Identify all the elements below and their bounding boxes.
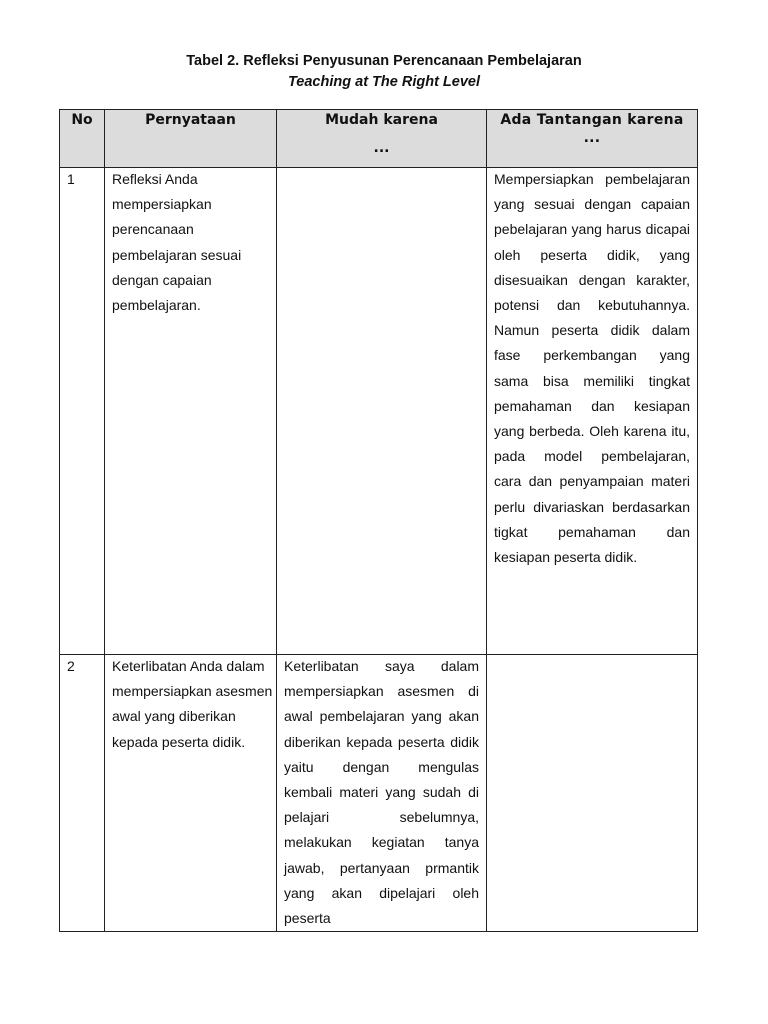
cell-no: 1 — [60, 168, 105, 655]
cell-pernyataan: Keterlibatan Anda dalam mempersiapkan asesmen awal yang diberikan kepada peserta didik. — [105, 655, 277, 932]
title-block — [0, 52, 768, 91]
header-mudah: Mudah karena ... — [277, 110, 487, 168]
header-mudah-ellipsis: ... — [373, 140, 390, 156]
cell-tantangan — [487, 655, 698, 932]
cell-mudah: Keterlibatan saya dalam mempersiapkan asesmen di awal pembelajaran yang akan diberikan kepada peserta didik yaitu dengan mengulas kembali materi yang sudah di pelajari sebelumnya, melakukan kegiatan tanya jawab, pertanyaan prmantik yang akan dipelajari oleh peserta — [277, 655, 487, 932]
reflection-table — [59, 109, 698, 932]
header-pernyataan: Pernyataan — [105, 110, 277, 168]
header-no: No — [60, 110, 105, 168]
table-row — [60, 655, 698, 932]
document-subtitle: Teaching at The Right Level — [287, 74, 481, 90]
cell-no: 2 — [60, 655, 105, 932]
cell-tantangan: Mempersiapkan pembelajaran yang sesuai dengan capaian pebelajaran yang harus dicapai oleh peserta didik, yang disesuaikan dengan karakter, potensi dan kebutuhannya. Namun peserta didik dalam fase perkembangan yang sama bisa memiliki tingkat pemahaman dan kesiapan yang berbeda. Oleh karena itu, pada model pembelajaran, cara dan penyampaian materi perlu divariaskan berdasarkan tigkat pemahaman dan kesiapan peserta didik. — [487, 168, 698, 655]
cell-mudah — [277, 168, 487, 655]
cell-pernyataan: Refleksi Anda mempersiapkan perencanaan pembelajaran sesuai dengan capaian pembelajaran. — [105, 168, 277, 655]
header-tantangan: Ada Tantangan karena ... — [487, 110, 698, 168]
table-row — [60, 168, 698, 655]
table-header-row — [60, 110, 698, 168]
document-title: Tabel 2. Refleksi Penyusunan Perencanaan Pembelajaran — [186, 53, 582, 69]
